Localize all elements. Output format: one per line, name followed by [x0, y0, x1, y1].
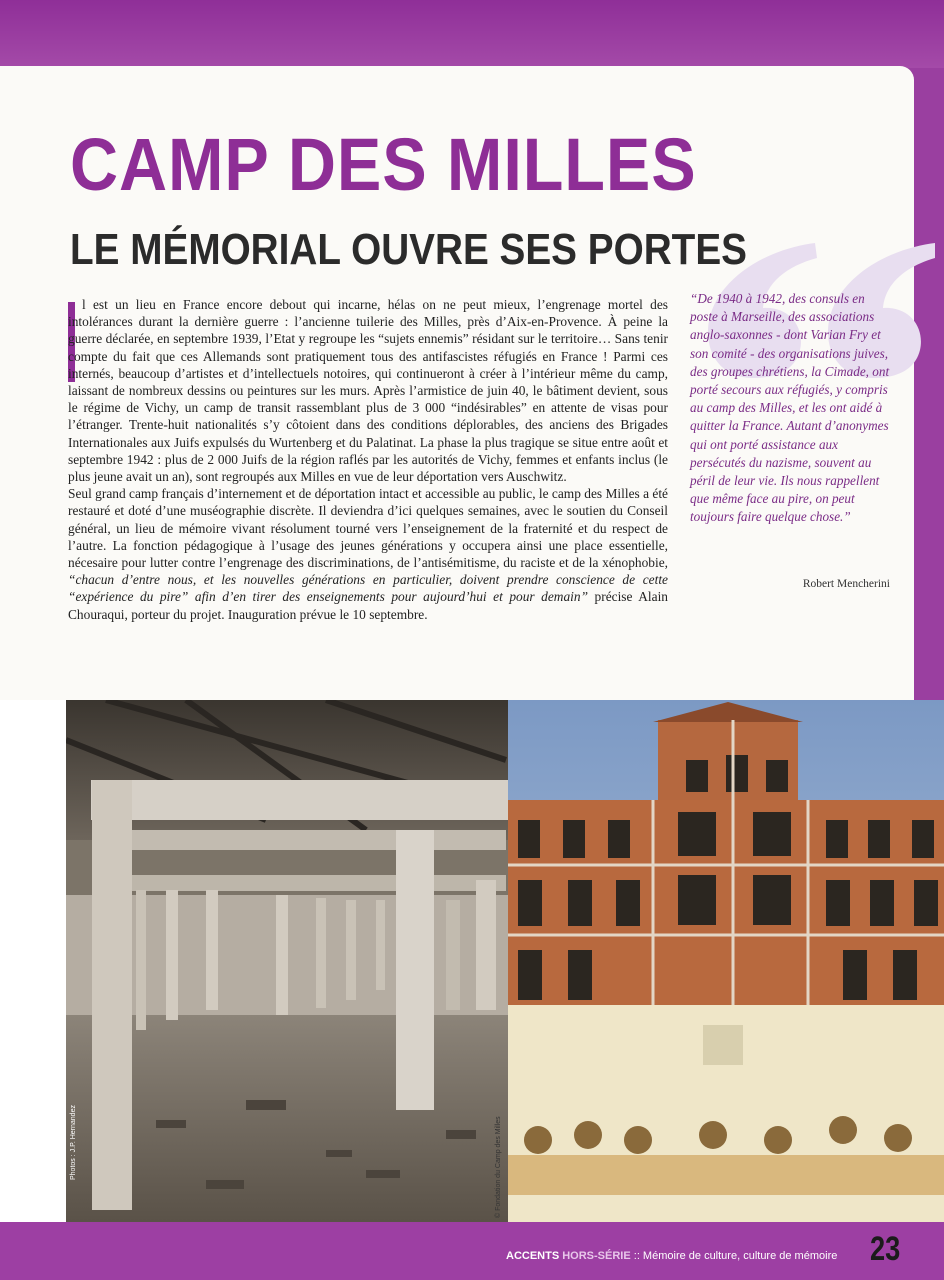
top-color-band — [0, 0, 944, 68]
left-photo-credit: Photos : J.P. Hernandez — [70, 1105, 77, 1180]
sidebar-quote-author: Robert Mencherini — [802, 578, 890, 590]
camp-building-photo — [508, 700, 944, 1222]
camp-building-illustration — [508, 700, 944, 1222]
warehouse-interior-illustration — [66, 700, 508, 1222]
warehouse-interior-photo — [66, 700, 508, 1222]
page-number: 23 — [870, 1230, 901, 1268]
paragraph-2-text: Seul grand camp français d’internement et de déportation intact et accessible au public, le camp des Milles a été restauré et doté d’une muséographie discrète. Il deviendra d’ici quelques semaines, avec le soutien du Conseil général, un lieu de mémoire vivant résolument tourné vers l’enseignement de la fraternité et du respect de l’autre. La fonction pédagogique à l’usage des jeunes générations y occupera ainsi une place essentielle, nécesaire pour lutter contre l’engrenage des discriminations, de l’antisémitisme, du raciste et de la xénophobie, — [68, 486, 668, 571]
article-body — [68, 296, 668, 623]
paragraph-2-ending: précise Alain Chouraqui, porteur du projet. Inauguration prévue le 10 septembre. — [68, 589, 668, 622]
article-subtitle: LE MÉMORIAL OUVRE SES PORTES — [70, 225, 747, 274]
paragraph-2-quote: “chacun d’entre nous, et les nouvelles générations en particulier, doivent prendre conscience de cette “expérience du pire” afin d’en tirer des enseignements pour aujourd’hui et pour demain” — [68, 572, 668, 605]
right-photo-credit: © Fondation du Camp des Milles — [495, 1116, 502, 1218]
sidebar-quote: “De 1940 à 1942, des consuls en poste à Marseille, des associations anglo-saxonnes - dont Varian Fry et son comité - des organisations juives, des groupes chrétiens, la Cimade, ont porté secours aux réfugiés, y compris au camp des Milles, et les ont aidé à quitter la France. Autant d’anonymes qui ont porté assistance aux persécutés du nazisme, souvent au péril de leur vie. Ils nous rappellent que même face au pire, on peut toujours faire quelque chose.” — [690, 291, 890, 525]
footer-line — [506, 1250, 837, 1262]
magazine-brand: ACCENTS — [506, 1250, 560, 1262]
article-paragraph-2 — [68, 485, 668, 623]
footer-tagline: :: Mémoire de culture, culture de mémoire — [633, 1250, 838, 1262]
article-paragraph-1: l est un lieu en France encore debout qui incarne, hélas on ne peut mieux, l’engrenage mortel des intolérances durant la dernière guerre : l’ancienne tuilerie des Milles, près d’Aix-en-Provence. À peine la guerre déclarée, en septembre 1939, l’Etat y regroupe les “sujets ennemis” résidant sur le territoire… Sans tenir compte du fait que ces Allemands sont pratiquement tous des antifascistes réfugiés en France ! Parmi ces internés, beaucoup d’artistes et d’intellectuels notoires, qui continueront à créer à l’intérieur même du camp, laissant de nombreux dessins ou peintures sur les murs. Après l’armistice de juin 40, le bâtiment devient, sous le régime de Vichy, un camp de transit rassemblant plus de 3 000 “indésirables” en attente de visas pour l’étranger. Trente-huit nationalités s’y côtoient dans des conditions déplorables, des anciens des Brigades Internationales aux Juifs expulsés du Wurtenberg et du Palatinat. La phase la plus tragique se situe entre août et septembre 1942 : plus de 2 000 Juifs de la région raflés par les autorités de Vichy, femmes et enfants inclus (le plus jeune avait un an), sont regroupés aux Milles en vue de leur déportation vers Auschwitz. — [68, 297, 668, 485]
article-title: CAMP DES MILLES — [70, 123, 697, 206]
magazine-edition: HORS-SÉRIE — [562, 1250, 631, 1262]
